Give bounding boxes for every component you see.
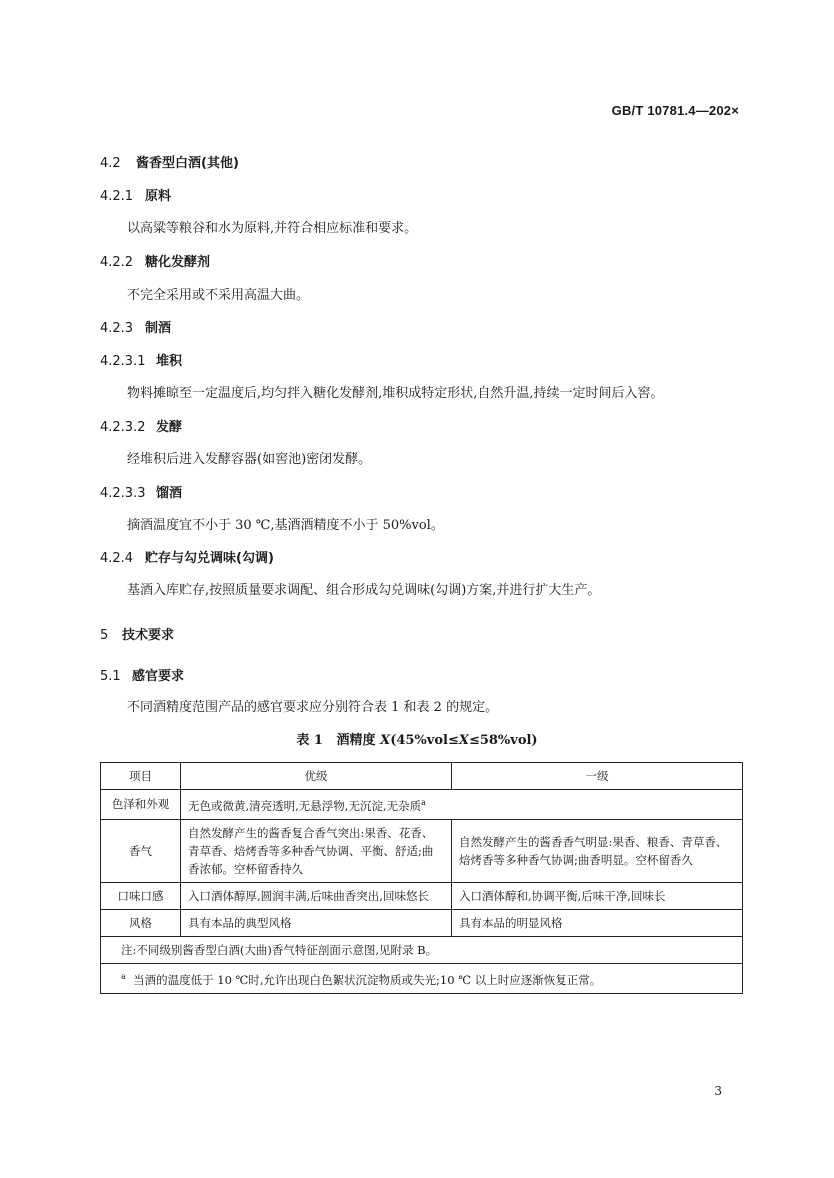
paragraph: 基酒入库贮存,按照质量要求调配、组合形成勾兑调味(勾调)方案,并进行扩大生产。	[127, 583, 601, 598]
table-cell: 自然发酵产生的酱香香气明显:果香、粮香、青草香、焙烤香等多种香气协调;曲香明显。空杯留香久	[452, 819, 743, 882]
column-header: 项目	[101, 763, 181, 790]
table-row	[101, 909, 743, 936]
paragraph: 摘酒温度宜不小于 30 ℃,基酒酒精度不小于 50%vol。	[127, 518, 444, 533]
table-cell-item: 色泽和外观	[101, 790, 181, 820]
section-heading: 4.2.1 原料	[100, 189, 172, 204]
table-note-row	[101, 936, 743, 963]
section-heading: 5.1 感官要求	[100, 669, 185, 684]
table-note: 注:不同级别酱香型白酒(大曲)香气特征剖面示意图,见附录 B。	[101, 936, 743, 963]
section-heading: 4.2.3.2 发酵	[100, 420, 183, 435]
table-row	[101, 790, 743, 820]
page-number: 3	[714, 1084, 722, 1098]
table-caption: 表 1 酒精度 X(45%vol≤X≤58%vol)	[296, 733, 538, 748]
table-footnote: $^a$ 当酒的温度低于 10 ℃时,允许出现白色絮状沉淀物质或失光;10 ℃ 以上时应逐渐恢复正常。	[101, 963, 743, 993]
table-header-row	[101, 763, 743, 790]
sensory-requirements-table	[100, 762, 743, 994]
table-row	[101, 819, 743, 882]
paragraph: 以高粱等粮谷和水为原料,并符合相应标准和要求。	[127, 221, 418, 236]
standard-number: GB/T 10781.4—202×	[611, 103, 739, 118]
table-cell: 具有本品的明显风格	[452, 909, 743, 936]
paragraph: 不完全采用或不采用高温大曲。	[127, 288, 310, 303]
section-heading: 4.2.3.1 堆积	[100, 354, 183, 369]
table-cell: 自然发酵产生的酱香复合香气突出:果香、花香、青草香、焙烤香等多种香气协调、平衡、舒适;曲香浓郁。空杯留香持久	[181, 819, 452, 882]
column-header: 优级	[181, 763, 452, 790]
table-cell-item: 口味口感	[101, 882, 181, 909]
paragraph: 不同酒精度范围产品的感官要求应分别符合表 1 和表 2 的规定。	[127, 700, 499, 715]
table-cell-merged: 无色或微黄,清亮透明,无悬浮物,无沉淀,无杂质$^a$	[181, 790, 743, 820]
table-cell: 具有本品的典型风格	[181, 909, 452, 936]
table-footnote-row	[101, 963, 743, 993]
section-heading: 4.2.3 制酒	[100, 321, 172, 336]
paragraph: 物料摊晾至一定温度后,均匀拌入糖化发酵剂,堆积成特定形状,自然升温,持续一定时间后入窖。	[127, 386, 664, 401]
table-cell: 入口酒体醇厚,圆润丰满,后味曲香突出,回味悠长	[181, 882, 452, 909]
paragraph: 经堆积后进入发酵容器(如窖池)密闭发酵。	[127, 452, 372, 467]
section-heading: 4.2.4 贮存与勾兑调味(勾调)	[100, 551, 274, 566]
section-heading: 5 技术要求	[100, 628, 175, 643]
column-header: 一级	[452, 763, 743, 790]
section-heading: 4.2 酱香型白酒(其他)	[100, 156, 239, 171]
table-row	[101, 882, 743, 909]
section-heading: 4.2.2 糖化发酵剂	[100, 255, 211, 270]
table-cell: 入口酒体醇和,协调平衡,后味干净,回味长	[452, 882, 743, 909]
table-cell-item: 风格	[101, 909, 181, 936]
table-cell-item: 香气	[101, 819, 181, 882]
section-heading: 4.2.3.3 馏酒	[100, 486, 183, 501]
